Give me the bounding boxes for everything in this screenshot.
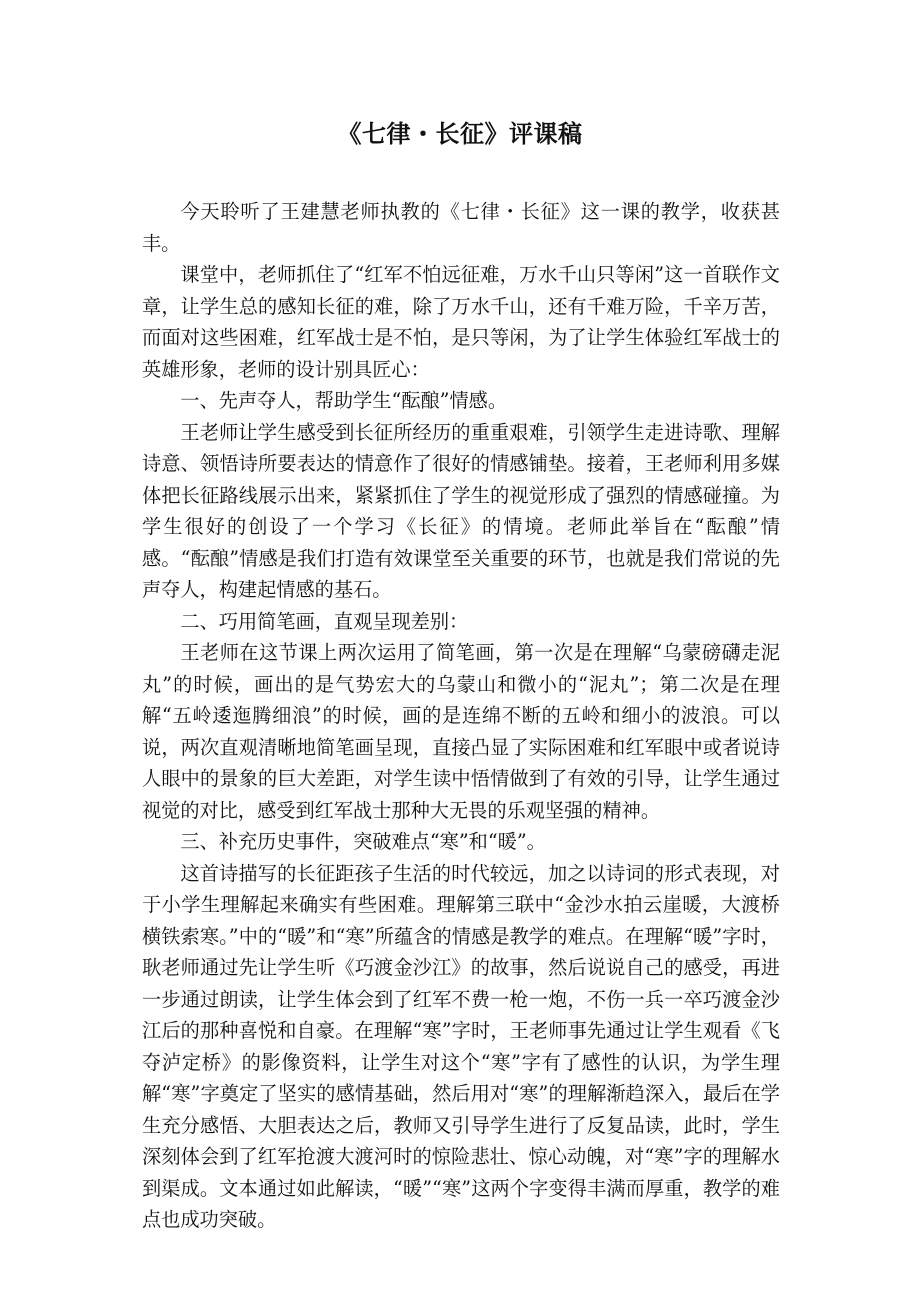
document-title: 《七律・长征》评课稿 bbox=[337, 120, 583, 148]
paragraph-section-3: 这首诗描写的长征距孩子生活的时代较远，加之以诗词的形式表现，对于小学生理解起来确实有些困难。理解第三联中“金沙水拍云崖暖，大渡桥横铁索寒。”中的“暖”和“寒”所蕴含的情感是教学的难点。在理解“暖”字时，耿老师通过先让学生听《巧渡金沙江》的故事，然后说说自己的感受，再进一步通过朗读，让学生体会到了红军不费一枪一炮，不伤一兵一卒巧渡金沙江后的那种喜悦和自豪。在理解“寒”字时，王老师事先通过让学生观看《飞夺泸定桥》的影像资料，让学生对这个“寒”字有了感性的认识，为学生理解“寒”字奠定了坚实的感情基础，然后用对“寒”的理解渐趋深入，最后在学生充分感悟、大胆表达之后，教师又引导学生进行了反复品读，此时，学生深刻体会到了红军抢渡大渡河时的惊险悲壮、惊心动魄，对“寒”字的理解水到渠成。文本通过如此解读，“暖”“寒”这两个字变得丰满而厚重，教学的难点也成功突破。 bbox=[142, 861, 780, 1231]
section-heading-3: 三、补充历史事件，突破难点“寒”和“暖”。 bbox=[180, 830, 546, 853]
paragraph-section-1: 王老师让学生感受到长征所经历的重重艰难，引领学生走进诗歌、理解诗意、领悟诗所要表达的情意作了很好的情感铺垫。接着，王老师利用多媒体把长征路线展示出来，紧紧抓住了学生的视觉形成了强烈的情感碰撞。为学生很好的创设了一个学习《长征》的情境。老师此举旨在“酝酿”情感。“酝酿”情感是我们打造有效课堂至关重要的环节，也就是我们常说的先声夺人，构建起情感的基石。 bbox=[142, 420, 780, 601]
document-body bbox=[142, 196, 780, 1236]
paragraph-overview: 课堂中，老师抓住了“红军不怕远征难，万水千山只等闲”这一首联作文章，让学生总的感知长征的难，除了万水千山，还有千难万险，千辛万苦，而面对这些困难，红军战士是不怕，是只等闲，为了让学生体验红军战士的英雄形象，老师的设计别具匠心： bbox=[142, 263, 780, 381]
section-heading-1: 一、先声夺人，帮助学生“酝酿”情感。 bbox=[180, 389, 508, 412]
paragraph-section-2: 王老师在这节课上两次运用了简笔画，第一次是在理解“乌蒙磅礴走泥丸”的时候，画出的是气势宏大的乌蒙山和微小的“泥丸”；第二次是在理解“五岭逶迤腾细浪”的时候，画的是连绵不断的五岭和细小的波浪。可以说，两次直观清晰地简笔画呈现，直接凸显了实际困难和红军眼中或者说诗人眼中的景象的巨大差距，对学生读中悟情做到了有效的引导，让学生通过视觉的对比，感受到红军战士那种大无畏的乐观坚强的精神。 bbox=[142, 641, 780, 822]
section-heading-2: 二、巧用简笔画，直观呈现差别： bbox=[180, 609, 469, 633]
paragraph-intro: 今天聆听了王建慧老师执教的《七律・长征》这一课的教学，收获甚丰。 bbox=[142, 200, 780, 255]
